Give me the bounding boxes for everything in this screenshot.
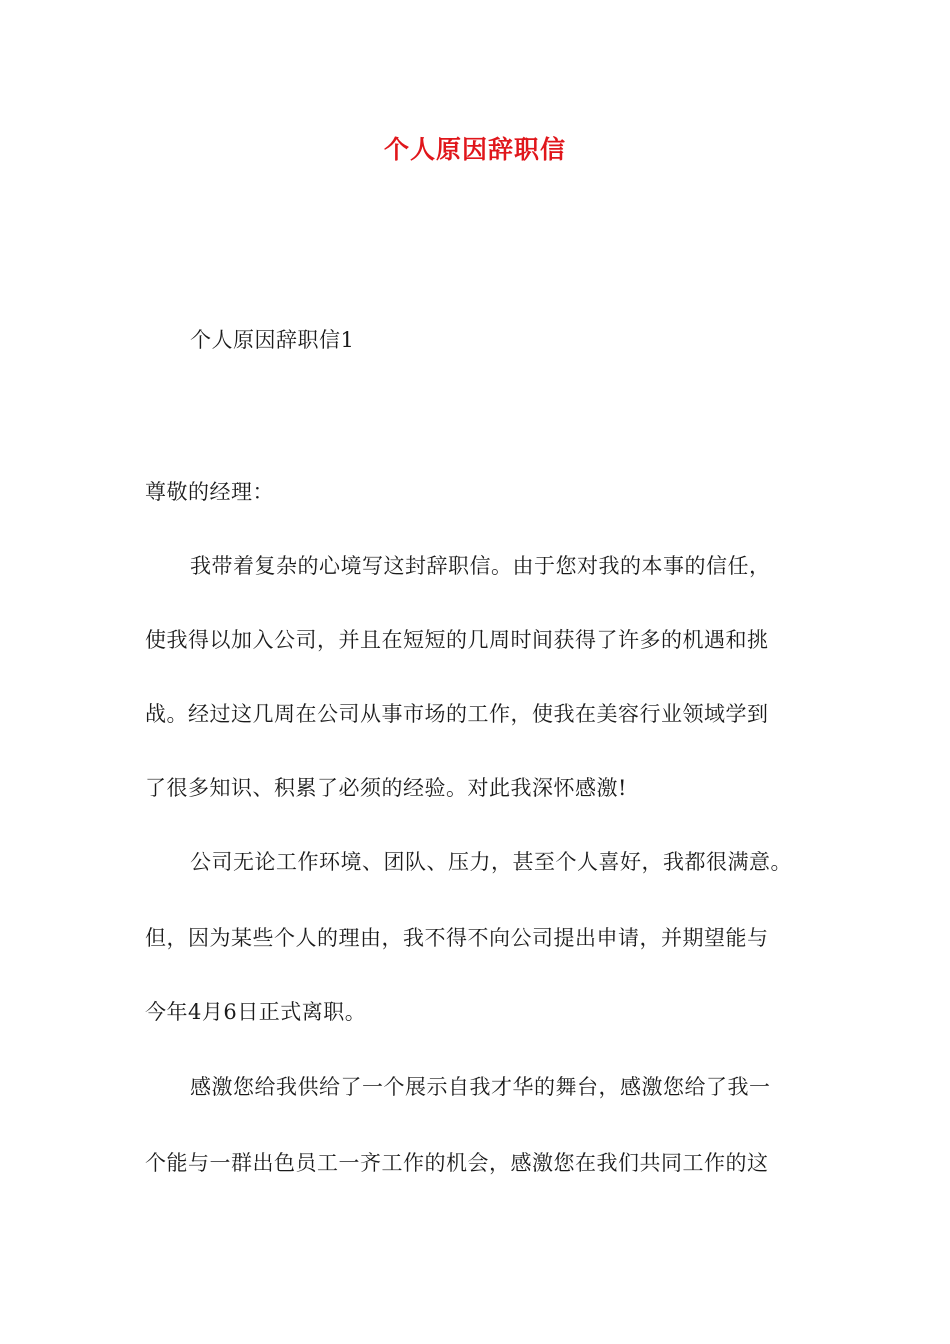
paragraph-line: 战。经过这几周在公司从事市场的工作，使我在美容行业领域学到 [145, 702, 769, 726]
paragraph-line: 使我得以加入公司，并且在短短的几周时间获得了许多的机遇和挑 [145, 628, 769, 652]
paragraph-line: 但，因为某些个人的理由，我不得不向公司提出申请，并期望能与 [145, 926, 769, 950]
paragraph-line: 公司无论工作环境、团队、压力，甚至个人喜好，我都很满意。 [190, 850, 792, 874]
paragraph-line: 我带着复杂的心境写这封辞职信。由于您对我的本事的信任， [190, 554, 771, 578]
salutation: 尊敬的经理： [145, 480, 274, 504]
document-title: 个人原因辞职信 [383, 135, 566, 164]
paragraph-line: 今年4月6日正式离职。 [145, 1000, 367, 1024]
section-heading: 个人原因辞职信1 [190, 328, 355, 352]
paragraph-line: 感激您给我供给了一个展示自我才华的舞台，感激您给了我一 [190, 1075, 771, 1099]
paragraph-line: 个能与一群出色员工一齐工作的机会，感激您在我们共同工作的这 [145, 1151, 769, 1175]
paragraph-line: 了很多知识、积累了必须的经验。对此我深怀感激! [145, 776, 627, 800]
